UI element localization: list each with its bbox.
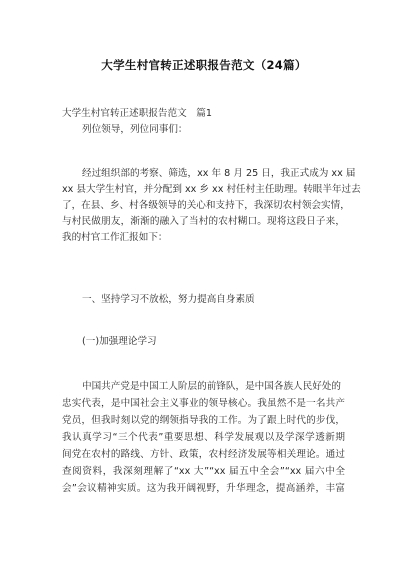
paragraph-line: 会”会议精神实质。这为我开阔视野，升华理念，提高涵养，丰富	[62, 483, 345, 494]
paragraph-line: 我认真学习“三个代表”重要思想、科学发展观以及学深学透新期	[62, 432, 345, 443]
section-heading: 一、坚持学习不放松，努力提高自身素质	[82, 294, 255, 305]
paragraph-line: 党员，但我时刻以党的纲领指导我的工作。为了跟上时代的步伐，	[62, 415, 345, 426]
paragraph-line: 了，在县、乡、村各级领导的关心和支持下，我深切农村领会实情，	[62, 200, 350, 211]
paragraph-line: xx 县大学生村官，并分配到 xx 乡 xx 村任村主任助理。转眼半年过去	[62, 184, 361, 195]
paragraph-line: 忠实代表，是中国社会主义事业的领导核心。我虽然不是一名共产	[62, 398, 345, 409]
paragraph-line: 查阅资料，我深刻理解了“xx 大”“xx 届五中全会”“xx 届六中全	[62, 466, 345, 477]
greeting-line: 列位领导，列位同事们：	[82, 124, 188, 135]
paragraph-line: 间党在农村的路线、方针、政策，农村经济发展等相关理论。通过	[62, 449, 345, 460]
subsection-heading: (一)加强理论学习	[82, 336, 157, 347]
paragraph-line: 与村民做朋友，渐渐的融入了当村的农村糊口。现将这段日子来，	[62, 216, 345, 227]
paragraph-line: 我的村官工作汇报如下：	[62, 232, 168, 243]
paragraph-line: 经过组织部的考察、筛选，xx 年 8 月 25 日，我正式成为 xx 届	[82, 168, 356, 179]
paragraph-line: 中国共产党是中国工人阶层的前锋队，是中国各族人民好处的	[82, 381, 342, 392]
section-heading: 大学生村官转正述职报告范文 篇1	[62, 108, 213, 119]
document-title: 大学生村官转正述职报告范文（24篇）	[101, 58, 307, 72]
